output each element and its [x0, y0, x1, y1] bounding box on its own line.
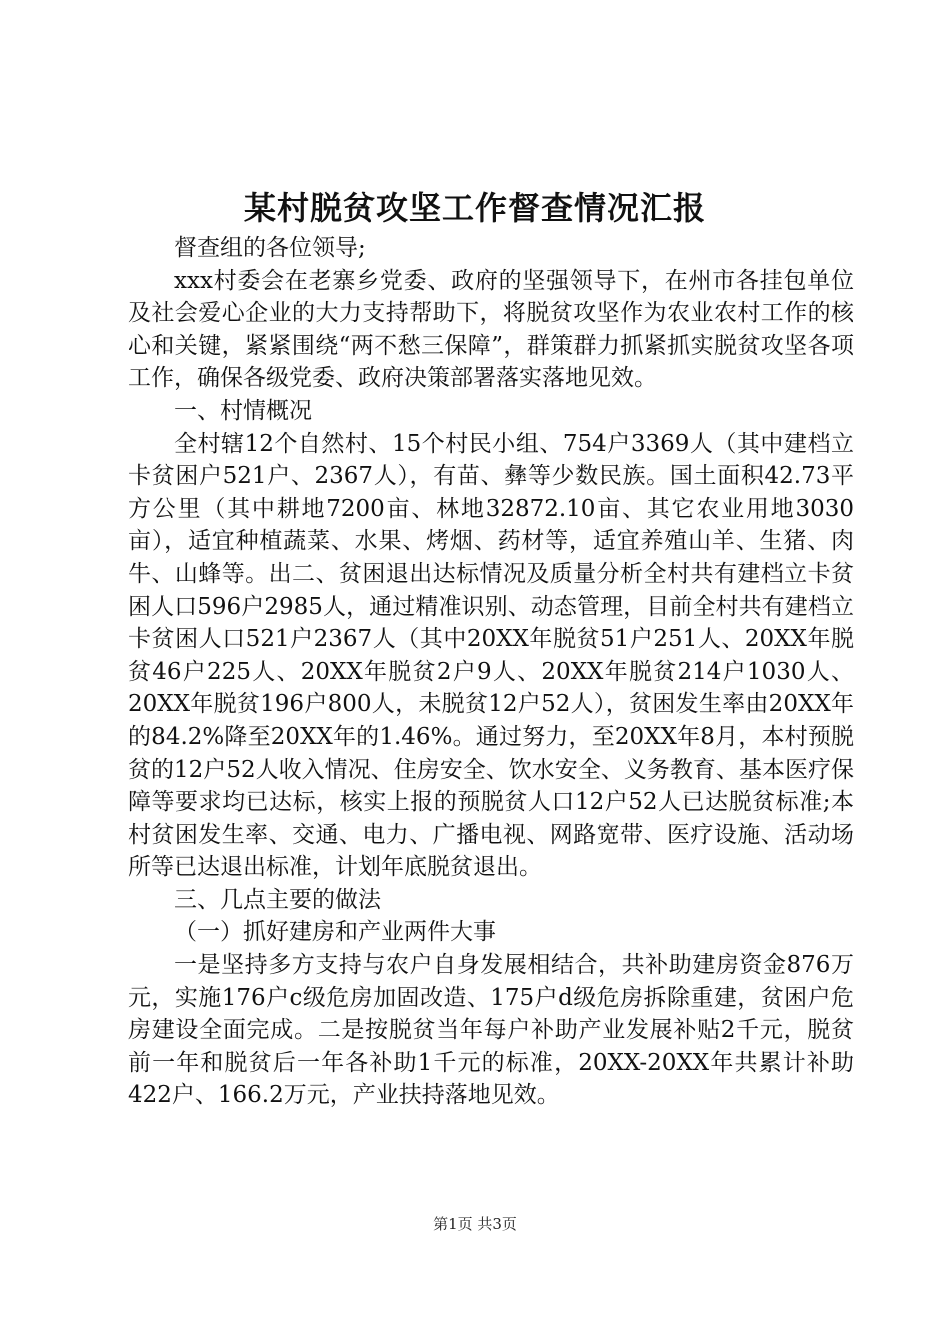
- salutation-paragraph: 督查组的各位领导;: [174, 235, 366, 261]
- village-overview-paragraph: 全村辖12个自然村、15个村民小组、754户3369人（其中建档立卡贫困户521户、2367人），有苗、彝等少数民族。国土面积42.73平方公里（其中耕地7200亩、林地32872.10亩、其它农业用地3030亩），适宜种植蔬菜、水果、烤烟、药材等，适宜养殖山羊、生猪、肉牛、山蜂等。出二、贫困退出达标情况及质量分析全村共有建档立卡贫困人口596户2985人，通过精准识别、动态管理，目前全村共有建档立卡贫困人口521户2367人（其中20XX年脱贫51户251人、20XX年脱贫46户225人、20XX年脱贫2户9人、20XX年脱贫214户1030人、20XX年脱贫196户800人，未脱贫12户52人），贫困发生率由20XX年的84.2%降至20XX年的1.46%。通过努力，至20XX年8月，本村预脱贫的12户52人收入情况、住房安全、饮水安全、义务教育、基本医疗保障等要求均已达标，核实上报的预脱贫人口12户52人已达脱贫标准;本村贫困发生率、交通、电力、广播电视、网路宽带、医疗设施、活动场所等已达退出标准，计划年底脱贫退出。: [128, 430, 854, 881]
- document-body: [128, 232, 854, 1112]
- intro-paragraph: xxx村委会在老寨乡党委、政府的坚强领导下，在州市各挂包单位及社会爱心企业的大力支持帮助下，将脱贫攻坚作为农业农村工作的核心和关键，紧紧围绕“两不愁三保障”，群策群力抓紧抓实脱贫攻坚各项工作，确保各级党委、政府决策部署落实落地见效。: [128, 267, 854, 392]
- section-heading-main-practices: 三、几点主要的做法: [174, 886, 381, 913]
- document-title: 某村脱贫攻坚工作督查情况汇报: [243, 189, 706, 227]
- subsection-heading-housing-industry: （一）抓好建房和产业两件大事: [174, 919, 496, 946]
- page-footer: 第1页 共3页: [433, 1215, 517, 1233]
- housing-industry-paragraph: 一是坚持多方支持与农户自身发展相结合，共补助建房资金876万元，实施176户c级危房加固改造、175户d级危房拆除重建，贫困户危房建设全面完成。二是按脱贫当年每户补助产业发展补贴2千元，脱贫前一年和脱贫后一年各补助1千元的标准，20XX-20XX年共累计补助422户、166.2万元，产业扶持落地见效。: [128, 952, 854, 1109]
- section-heading-village-overview: 一、村情概况: [174, 397, 312, 424]
